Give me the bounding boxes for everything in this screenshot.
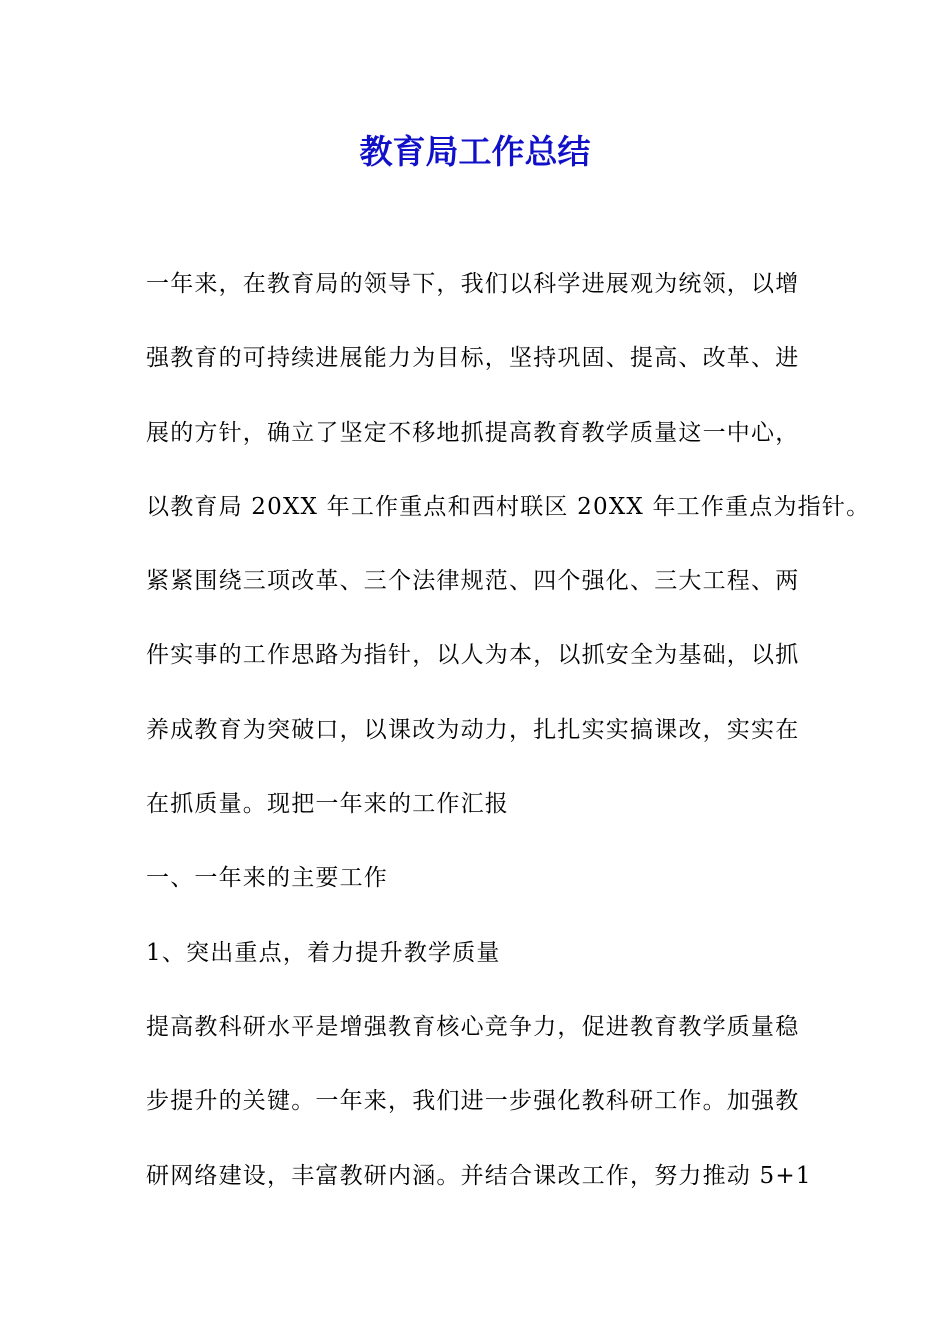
body-line: 以教育局 20XX 年工作重点和西村联区 20XX 年工作重点为指针。 (146, 493, 871, 520)
document-body (146, 262, 871, 1228)
body-line: 研网络建设，丰富教研内涵。并结合课改工作，努力推动 5+1 (146, 1162, 812, 1189)
body-line: 提高教科研水平是增强教育核心竞争力，促进教育教学质量稳 (146, 1013, 800, 1040)
body-line: 紧紧围绕三项改革、三个法律规范、四个强化、三大工程、两 (146, 568, 800, 595)
subsection-heading: 1、突出重点，着力提升教学质量 (146, 939, 501, 966)
body-line: 展的方针，确立了坚定不移地抓提高教育教学质量这一中心， (146, 419, 800, 446)
body-line: 件实事的工作思路为指针，以人为本，以抓安全为基础，以抓 (146, 642, 800, 669)
body-line: 步提升的关键。一年来，我们进一步强化教科研工作。加强教 (146, 1088, 800, 1115)
body-line: 在抓质量。现把一年来的工作汇报 (146, 791, 509, 818)
section-heading: 一、一年来的主要工作 (146, 865, 388, 892)
body-line: 强教育的可持续进展能力为目标，坚持巩固、提高、改革、进 (146, 345, 800, 372)
body-line: 养成教育为突破口，以课改为动力，扎扎实实搞课改，实实在 (146, 716, 800, 743)
body-line: 一年来，在教育局的领导下，我们以科学进展观为统领，以增 (146, 271, 800, 297)
document-title: 教育局工作总结 (359, 132, 591, 171)
